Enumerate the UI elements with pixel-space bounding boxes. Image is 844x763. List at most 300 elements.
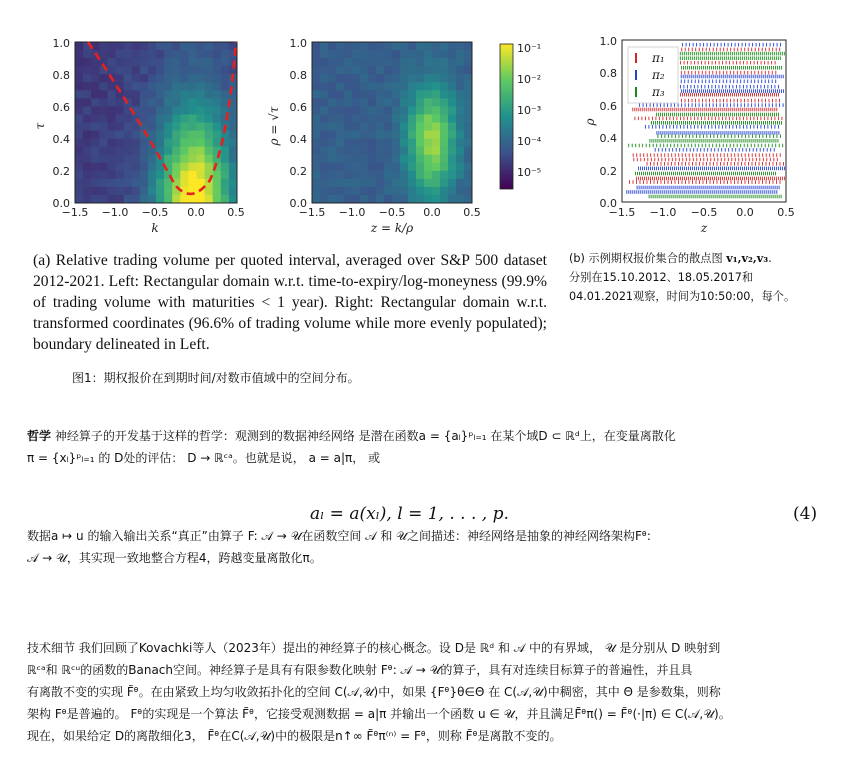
heatmap-cell [392, 58, 400, 66]
heatmap-cell [352, 74, 360, 82]
heatmap-cell [360, 123, 368, 131]
right-xticks [609, 206, 795, 219]
heatmap-cell [320, 139, 328, 147]
heatmap-cell [376, 195, 384, 203]
heatmap-cell [124, 147, 133, 155]
heatmap-cell [336, 50, 344, 58]
heatmap-cell [408, 123, 416, 131]
heatmap-cell [416, 131, 424, 139]
left-yticks [53, 37, 71, 210]
heatmap-cell [99, 74, 108, 82]
heatmap-cell [440, 98, 448, 106]
heatmap-cell [416, 90, 424, 98]
heatmap-cell [344, 98, 352, 106]
heatmap-cell [140, 106, 149, 114]
heatmap-cell [392, 187, 400, 195]
heatmap-cell [75, 58, 84, 66]
heatmap-cell [205, 90, 214, 98]
heatmap-cell [352, 98, 360, 106]
heatmap-cell [448, 74, 456, 82]
heatmap-cell [376, 106, 384, 114]
heatmap-cell [432, 195, 440, 203]
heatmap-cell [464, 82, 472, 90]
heatmap-cell [392, 171, 400, 179]
heatmap-cell [180, 98, 189, 106]
heatmap-cell [352, 123, 360, 131]
heatmap-cell [229, 171, 238, 179]
heatmap-cell [148, 131, 157, 139]
heatmap-cell [328, 58, 336, 66]
heatmap-cell [416, 42, 424, 50]
heatmap-cell [140, 187, 149, 195]
svg-text:0.5: 0.5 [227, 206, 245, 219]
heatmap-cell [148, 82, 157, 90]
heatmap-cell [360, 163, 368, 171]
heatmap-cell [400, 90, 408, 98]
heatmap-cell [360, 90, 368, 98]
heatmap-cell [376, 163, 384, 171]
heatmap-cell [448, 163, 456, 171]
heatmap-cell [107, 123, 116, 131]
heatmap-cell [116, 147, 125, 155]
heatmap-cell [392, 123, 400, 131]
heatmap-cell [352, 90, 360, 98]
heatmap-cell [107, 139, 116, 147]
heatmap-cell [384, 171, 392, 179]
technical-paragraph: 技术细节 我们回顾了Kovachki等人（2023年）提出的神经算子的核心概念。设 D是 ℝᵈ 和 𝒜 中的有界域， 𝒰 是分别从 D 映射到 ℝᶜᵃ和 ℝᶜᵘ的函数的Banach空间。神经算子是具有有限参数化映射 Fᶿ: 𝒜 → 𝒰的算子，具有对连续目标算子的普遍性，并且具 有离散不变的实现 F̃ᶿ。在由紧致上均匀收敛拓扑化的空间 C(𝒜,𝒰)中，如果 {Fᶿ}θ∈Θ 在 C(𝒜,𝒰)中稠密，其中 Θ 是参数集，则称 架构 Fᶿ是普遍的。 Fᶿ的实现是一个算法 F̃ᶿ，它接受观测数据 = a|π 并输出一个函数 u ∈ 𝒰，并且满足F̃ᶿπ() = F̃ᶿ(·|π) ∈ C(𝒜,𝒰)。 现在，如果给定 D的离散细化3， F̃ᶿ在C(𝒜,𝒰)中的极限是n↑∞ F̃ᶿπ⁽ⁿ⁾ = Fᶿ，则称 F̃ᶿ是离散不变的。 [27, 641, 731, 743]
heatmap-cell [116, 179, 125, 187]
heatmap-cell [99, 114, 108, 122]
heatmap-cell [416, 106, 424, 114]
heatmap-cell [164, 50, 173, 58]
heatmap-cell [132, 147, 141, 155]
heatmap-cell [456, 123, 464, 131]
heatmap-cell [205, 98, 214, 106]
heatmap-cell [148, 147, 157, 155]
heatmap-cell [376, 74, 384, 82]
heatmap-cell [99, 82, 108, 90]
heatmap-cell [352, 42, 360, 50]
heatmap-cell [328, 179, 336, 187]
heatmap-cell [140, 155, 149, 163]
heatmap-cell [91, 147, 100, 155]
heatmap-cell [400, 66, 408, 74]
heatmap-cell [344, 171, 352, 179]
heatmap-cell [83, 139, 92, 147]
heatmap-cell [75, 66, 84, 74]
heatmap-cell [164, 74, 173, 82]
heatmap-cell [205, 82, 214, 90]
figure-caption: 图1：期权报价在到期时间/对数市值域中的空间分布。 [72, 371, 360, 385]
heatmap-cell [75, 147, 84, 155]
heatmap-cell [156, 123, 165, 131]
heatmap-cell [75, 163, 84, 171]
heatmap-cell [213, 82, 222, 90]
heatmap-cell [360, 155, 368, 163]
heatmap-cell [83, 123, 92, 131]
heatmap-cell [83, 155, 92, 163]
heatmap-cell [213, 106, 222, 114]
heatmap-cell [180, 50, 189, 58]
heatmap-cell [312, 58, 320, 66]
heatmap-cell [180, 106, 189, 114]
heatmap-cell [188, 195, 197, 203]
heatmap-cell [416, 98, 424, 106]
heatmap-cell [205, 163, 214, 171]
heatmap-cell [221, 42, 230, 50]
heatmap-cell [408, 179, 416, 187]
heatmap-cell [197, 147, 206, 155]
heatmap-cell [448, 131, 456, 139]
heatmap-cell [360, 171, 368, 179]
heatmap-cell [188, 74, 197, 82]
heatmap-cell [416, 163, 424, 171]
heatmap-cell [432, 147, 440, 155]
heatmap-cell [400, 171, 408, 179]
heatmap-cell [107, 106, 116, 114]
heatmap-cell [91, 123, 100, 131]
heatmap-cell [456, 106, 464, 114]
heatmap-cell [124, 155, 133, 163]
heatmap-cell [75, 106, 84, 114]
heatmap-cell [432, 106, 440, 114]
colorbar-ticks [517, 42, 542, 179]
heatmap-cell [188, 42, 197, 50]
heatmap-cell [408, 90, 416, 98]
heatmap-cell [392, 139, 400, 147]
heatmap-cell [432, 66, 440, 74]
heatmap-cell [91, 82, 100, 90]
heatmap-cell [124, 171, 133, 179]
heatmap-cell [132, 163, 141, 171]
svg-text:0.0: 0.0 [187, 206, 205, 219]
heatmap-cell [180, 114, 189, 122]
heatmap-cell [180, 155, 189, 163]
heatmap-cell [400, 131, 408, 139]
heatmap-cell [328, 114, 336, 122]
heatmap-cell [172, 74, 181, 82]
heatmap-cell [344, 187, 352, 195]
heatmap-cell [124, 42, 133, 50]
svg-text:10⁻²: 10⁻² [517, 73, 542, 86]
heatmap-cell [448, 179, 456, 187]
heatmap-cell [75, 179, 84, 187]
heatmap-cell [164, 58, 173, 66]
heatmap-cell [416, 139, 424, 147]
heatmap-cell [213, 195, 222, 203]
heatmap-cell [456, 195, 464, 203]
heatmap-cell [312, 139, 320, 147]
heatmap-cell [424, 187, 432, 195]
heatmap-cell [116, 98, 125, 106]
heatmap-cell [221, 58, 230, 66]
heatmap-cell [132, 90, 141, 98]
heatmap-cell [172, 147, 181, 155]
svg-text:0.5: 0.5 [777, 206, 795, 219]
heatmap-cell [448, 195, 456, 203]
heatmap-cell [360, 187, 368, 195]
heatmap-cell [83, 74, 92, 82]
heatmap-cell [229, 147, 238, 155]
heatmap-cell [368, 171, 376, 179]
heatmap-cell [107, 187, 116, 195]
heatmap-cell [116, 74, 125, 82]
svg-text:−0.5: −0.5 [378, 206, 406, 219]
heatmap-cell [456, 66, 464, 74]
heatmap-cell [448, 187, 456, 195]
heatmap-cell [376, 155, 384, 163]
heatmap-cell [360, 131, 368, 139]
heatmap-cell [464, 131, 472, 139]
heatmap-cell [213, 179, 222, 187]
heatmap-cell [116, 114, 125, 122]
middle-xlabel: z = k/ρ [370, 221, 414, 235]
heatmap-cell [416, 187, 424, 195]
middle-ylabel: ρ = √τ [267, 106, 281, 146]
heatmap-cell [180, 131, 189, 139]
heatmap-cell [221, 66, 230, 74]
heatmap-cell [320, 155, 328, 163]
heatmap-cell [213, 50, 222, 58]
heatmap-cell [448, 155, 456, 163]
heatmap-cell [368, 90, 376, 98]
heatmap-cell [180, 74, 189, 82]
heatmap-cell [124, 82, 133, 90]
heatmap-cell [205, 42, 214, 50]
heatmap-cell [392, 131, 400, 139]
heatmap-cell [456, 179, 464, 187]
heatmap-cell [464, 147, 472, 155]
heatmap-cell [188, 50, 197, 58]
heatmap-cell [328, 171, 336, 179]
heatmap-cell [424, 42, 432, 50]
left-xlabel: k [151, 221, 159, 235]
heatmap-cell [320, 123, 328, 131]
heatmap-cell [336, 187, 344, 195]
heatmap-cell [91, 187, 100, 195]
heatmap-cell [132, 82, 141, 90]
heatmap-cell [456, 90, 464, 98]
heatmap-cell [312, 123, 320, 131]
svg-text:−1.0: −1.0 [338, 206, 366, 219]
heatmap-cell [180, 179, 189, 187]
heatmap-cell [107, 179, 116, 187]
heatmap-cell [197, 82, 206, 90]
heatmap-cell [132, 179, 141, 187]
heatmap-cell [432, 98, 440, 106]
heatmap-cell [448, 66, 456, 74]
heatmap-cell [312, 50, 320, 58]
heatmap-cell [320, 171, 328, 179]
heatmap-cell [336, 58, 344, 66]
heatmap-cell [116, 66, 125, 74]
heatmap-cell [172, 58, 181, 66]
svg-text:0.2: 0.2 [289, 165, 307, 178]
heatmap-cell [344, 42, 352, 50]
heatmap-cell [107, 195, 116, 203]
heatmap-cell [352, 131, 360, 139]
heatmap-cell [384, 82, 392, 90]
heatmap-cell [221, 171, 230, 179]
heatmap-cell [424, 123, 432, 131]
heatmap-cell [384, 179, 392, 187]
heatmap-cell [197, 66, 206, 74]
heatmap-cell [148, 171, 157, 179]
heatmap-cell [464, 74, 472, 82]
heatmap-cell [83, 58, 92, 66]
heatmap-cell [312, 114, 320, 122]
heatmap-cell [424, 98, 432, 106]
heatmap-cell [205, 187, 214, 195]
heatmap-cell [156, 131, 165, 139]
heatmap-cell [132, 171, 141, 179]
heatmap-cell [368, 187, 376, 195]
heatmap-cell [416, 58, 424, 66]
heatmap-cell [221, 187, 230, 195]
heatmap-cell [344, 58, 352, 66]
heatmap-cell [360, 106, 368, 114]
heatmap-cell [116, 187, 125, 195]
heatmap-cell [164, 106, 173, 114]
heatmap-cell [312, 187, 320, 195]
heatmap-cell [140, 58, 149, 66]
heatmap-cell [360, 147, 368, 155]
heatmap-cell [384, 74, 392, 82]
heatmap-cell [180, 195, 189, 203]
svg-text:−0.5: −0.5 [141, 206, 169, 219]
heatmap-cell [440, 58, 448, 66]
heatmap-cell [140, 74, 149, 82]
heatmap-cell [360, 42, 368, 50]
heatmap-cell [384, 139, 392, 147]
heatmap-cell [464, 66, 472, 74]
heatmap-cell [99, 50, 108, 58]
heatmap-cell [221, 82, 230, 90]
heatmap-cell [180, 66, 189, 74]
svg-text:10⁻⁵: 10⁻⁵ [517, 166, 542, 179]
heatmap-cell [352, 58, 360, 66]
heatmap-cell [416, 82, 424, 90]
heatmap-cell [408, 187, 416, 195]
heatmap-cell [188, 98, 197, 106]
heatmap-cell [456, 98, 464, 106]
heatmap-cell [464, 50, 472, 58]
heatmap-cell [188, 123, 197, 131]
heatmap-cell [464, 106, 472, 114]
heatmap-cell [376, 179, 384, 187]
heatmap-cell [400, 195, 408, 203]
heatmap-cell [400, 106, 408, 114]
heatmap-cell [197, 74, 206, 82]
heatmap-cell [99, 139, 108, 147]
heatmap-cell [384, 147, 392, 155]
heatmap-cell [456, 42, 464, 50]
heatmap-cell [336, 42, 344, 50]
heatmap-cell [156, 114, 165, 122]
heatmap-cell [164, 42, 173, 50]
heatmap-cell [432, 163, 440, 171]
heatmap-cell [392, 82, 400, 90]
heatmap-cell [384, 123, 392, 131]
heatmap-cell [83, 90, 92, 98]
heatmap-cell [156, 74, 165, 82]
heatmap-cell [424, 114, 432, 122]
heatmap-cell [107, 50, 116, 58]
heatmap-cell [320, 187, 328, 195]
heatmap-cell [148, 66, 157, 74]
heatmap-cell [229, 179, 238, 187]
heatmap-cell [205, 139, 214, 147]
heatmap-cell [320, 50, 328, 58]
heatmap-cell [124, 131, 133, 139]
heatmap-cell [344, 123, 352, 131]
heatmap-cell [344, 179, 352, 187]
caption-b: (b) 示例期权报价集合的散点图 v₁,v₂,v₃. 分别在15.10.2012、18.05.2017和 04.01.2021观察，时间为10:50:00，每个。 [569, 251, 796, 303]
heatmap-cell [205, 74, 214, 82]
heatmap-cell [320, 74, 328, 82]
heatmap-cell [188, 179, 197, 187]
heatmap-cell [91, 66, 100, 74]
heatmap-cell [229, 139, 238, 147]
heatmap-cell [188, 90, 197, 98]
heatmap-cell [432, 187, 440, 195]
svg-text:0.4: 0.4 [289, 133, 307, 146]
heatmap-cell [328, 74, 336, 82]
heatmap-cell [400, 58, 408, 66]
heatmap-cell [432, 179, 440, 187]
heatmap-cell [197, 42, 206, 50]
heatmap-cell [320, 147, 328, 155]
legend-pi1: π₁ [652, 51, 665, 65]
heatmap-cell [440, 171, 448, 179]
heatmap-cell [352, 82, 360, 90]
heatmap-cell [172, 50, 181, 58]
heatmap-cell [440, 66, 448, 74]
svg-text:−1.5: −1.5 [61, 206, 89, 219]
heatmap-cell [213, 66, 222, 74]
heatmap-cell [408, 139, 416, 147]
heatmap-cell [180, 42, 189, 50]
svg-text:0.2: 0.2 [52, 165, 70, 178]
heatmap-cell [83, 114, 92, 122]
heatmap-cell [440, 90, 448, 98]
heatmap-cell [229, 131, 238, 139]
heatmap-cell [432, 58, 440, 66]
heatmap-cell [132, 50, 141, 58]
heatmap-cell [75, 90, 84, 98]
heatmap-cell [408, 74, 416, 82]
heatmap-cell [464, 195, 472, 203]
heatmap-cell [392, 155, 400, 163]
heatmap-cell [336, 74, 344, 82]
heatmap-cell [352, 106, 360, 114]
heatmap-cell [229, 163, 238, 171]
heatmap-cell [91, 171, 100, 179]
heatmap-cell [156, 98, 165, 106]
heatmap-cell [156, 58, 165, 66]
heatmap-cell [116, 171, 125, 179]
heatmap-cell [99, 163, 108, 171]
heatmap-cell [408, 50, 416, 58]
heatmap-cell [213, 42, 222, 50]
equation-4: aₗ = a(xₗ), l = 1, . . . , p. [310, 504, 509, 524]
heatmap-cell [408, 66, 416, 74]
svg-text:0.2: 0.2 [599, 165, 617, 178]
heatmap-cell [99, 155, 108, 163]
heatmap-cell [132, 139, 141, 147]
heatmap-cell [328, 123, 336, 131]
heatmap-cell [336, 195, 344, 203]
